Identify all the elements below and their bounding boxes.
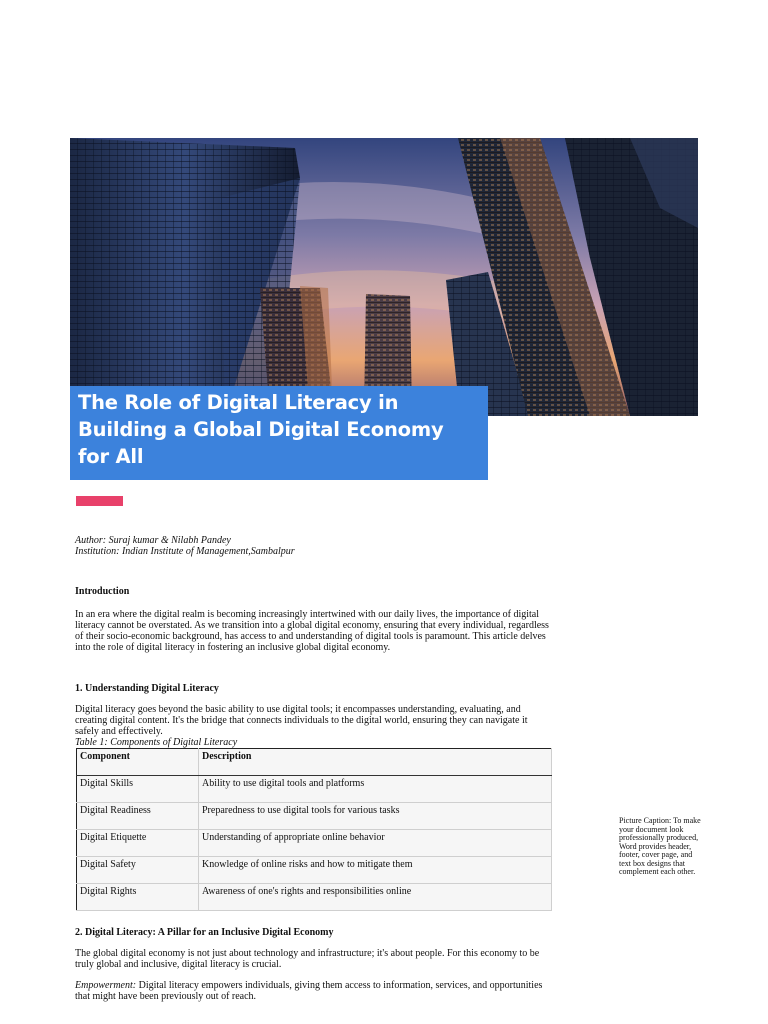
title-line-2: Building a Global Digital Economy: [78, 418, 444, 441]
accent-bar: [76, 496, 123, 506]
table-cell: Digital Safety: [77, 857, 199, 884]
empowerment-paragraph: [75, 980, 550, 1002]
table-cell: Digital Readiness: [77, 803, 199, 830]
table-cell: Knowledge of online risks and how to mitigate them: [199, 857, 552, 884]
author-line: Author: Suraj kumar & Nilabh Pandey: [75, 535, 231, 546]
article-body: [75, 586, 550, 1002]
table-row: [77, 776, 552, 803]
table-caption: Table 1: Components of Digital Literacy: [75, 737, 238, 748]
section2-paragraph: The global digital economy is not just about technology and infrastructure; it's about people. For this economy to be truly global and inclusive, digital literacy is crucial.: [75, 948, 540, 970]
empowerment-text: Digital literacy empowers individuals, giving them access to information, services, and opportunities that might have been previously out of reach.: [75, 980, 543, 1002]
article-title: [78, 389, 480, 470]
table-cell: Awareness of one's rights and responsibilities online: [199, 884, 552, 911]
article-meta: [75, 535, 295, 557]
institution-line: Institution: Indian Institute of Management,Sambalpur: [75, 546, 295, 557]
components-table: [76, 748, 552, 911]
table-row: [77, 830, 552, 857]
table-cell: Digital Rights: [77, 884, 199, 911]
table-row: [77, 803, 552, 830]
skyscrapers-illustration: [70, 138, 698, 416]
title-line-1: The Role of Digital Literacy in: [78, 391, 399, 414]
table-header-cell: Component: [77, 749, 199, 776]
table-row: [77, 884, 552, 911]
table-cell: Ability to use digital tools and platforms: [199, 776, 552, 803]
article-title-box: [70, 386, 488, 480]
empowerment-label: Empowerment:: [75, 980, 137, 991]
table-cell: Digital Etiquette: [77, 830, 199, 857]
intro-heading: Introduction: [75, 586, 130, 597]
table-row: [77, 857, 552, 884]
table-cell: Digital Skills: [77, 776, 199, 803]
section1-heading: 1. Understanding Digital Literacy: [75, 683, 219, 694]
intro-paragraph: In an era where the digital realm is becoming increasingly intertwined with our daily lives, the importance of digital literacy cannot be overstated. As we transition into a global digital economy, ensuring that every individual, regardless of their socio-economic background, has access to and understanding of digital tools is paramount. This article delves into the role of digital literacy in fostering an inclusive global digital economy.: [75, 609, 549, 653]
picture-caption: Picture Caption: To make your document look professionally produced, Word provides header, footer, cover page, and text box designs that complement each other.: [619, 816, 701, 876]
hero-image: [70, 138, 698, 416]
table-cell: Preparedness to use digital tools for various tasks: [199, 803, 552, 830]
section1-paragraph: Digital literacy goes beyond the basic ability to use digital tools; it encompasses understanding, evaluating, and creating digital content. It's the bridge that connects individuals to the digital world, ensuring they can navigate it safely and effectively.: [75, 704, 528, 737]
table-header-cell: Description: [199, 749, 552, 776]
section2-heading: 2. Digital Literacy: A Pillar for an Inclusive Digital Economy: [75, 927, 334, 938]
table-header-row: [77, 749, 552, 776]
table-cell: Understanding of appropriate online behavior: [199, 830, 552, 857]
title-line-3: for All: [78, 445, 144, 468]
